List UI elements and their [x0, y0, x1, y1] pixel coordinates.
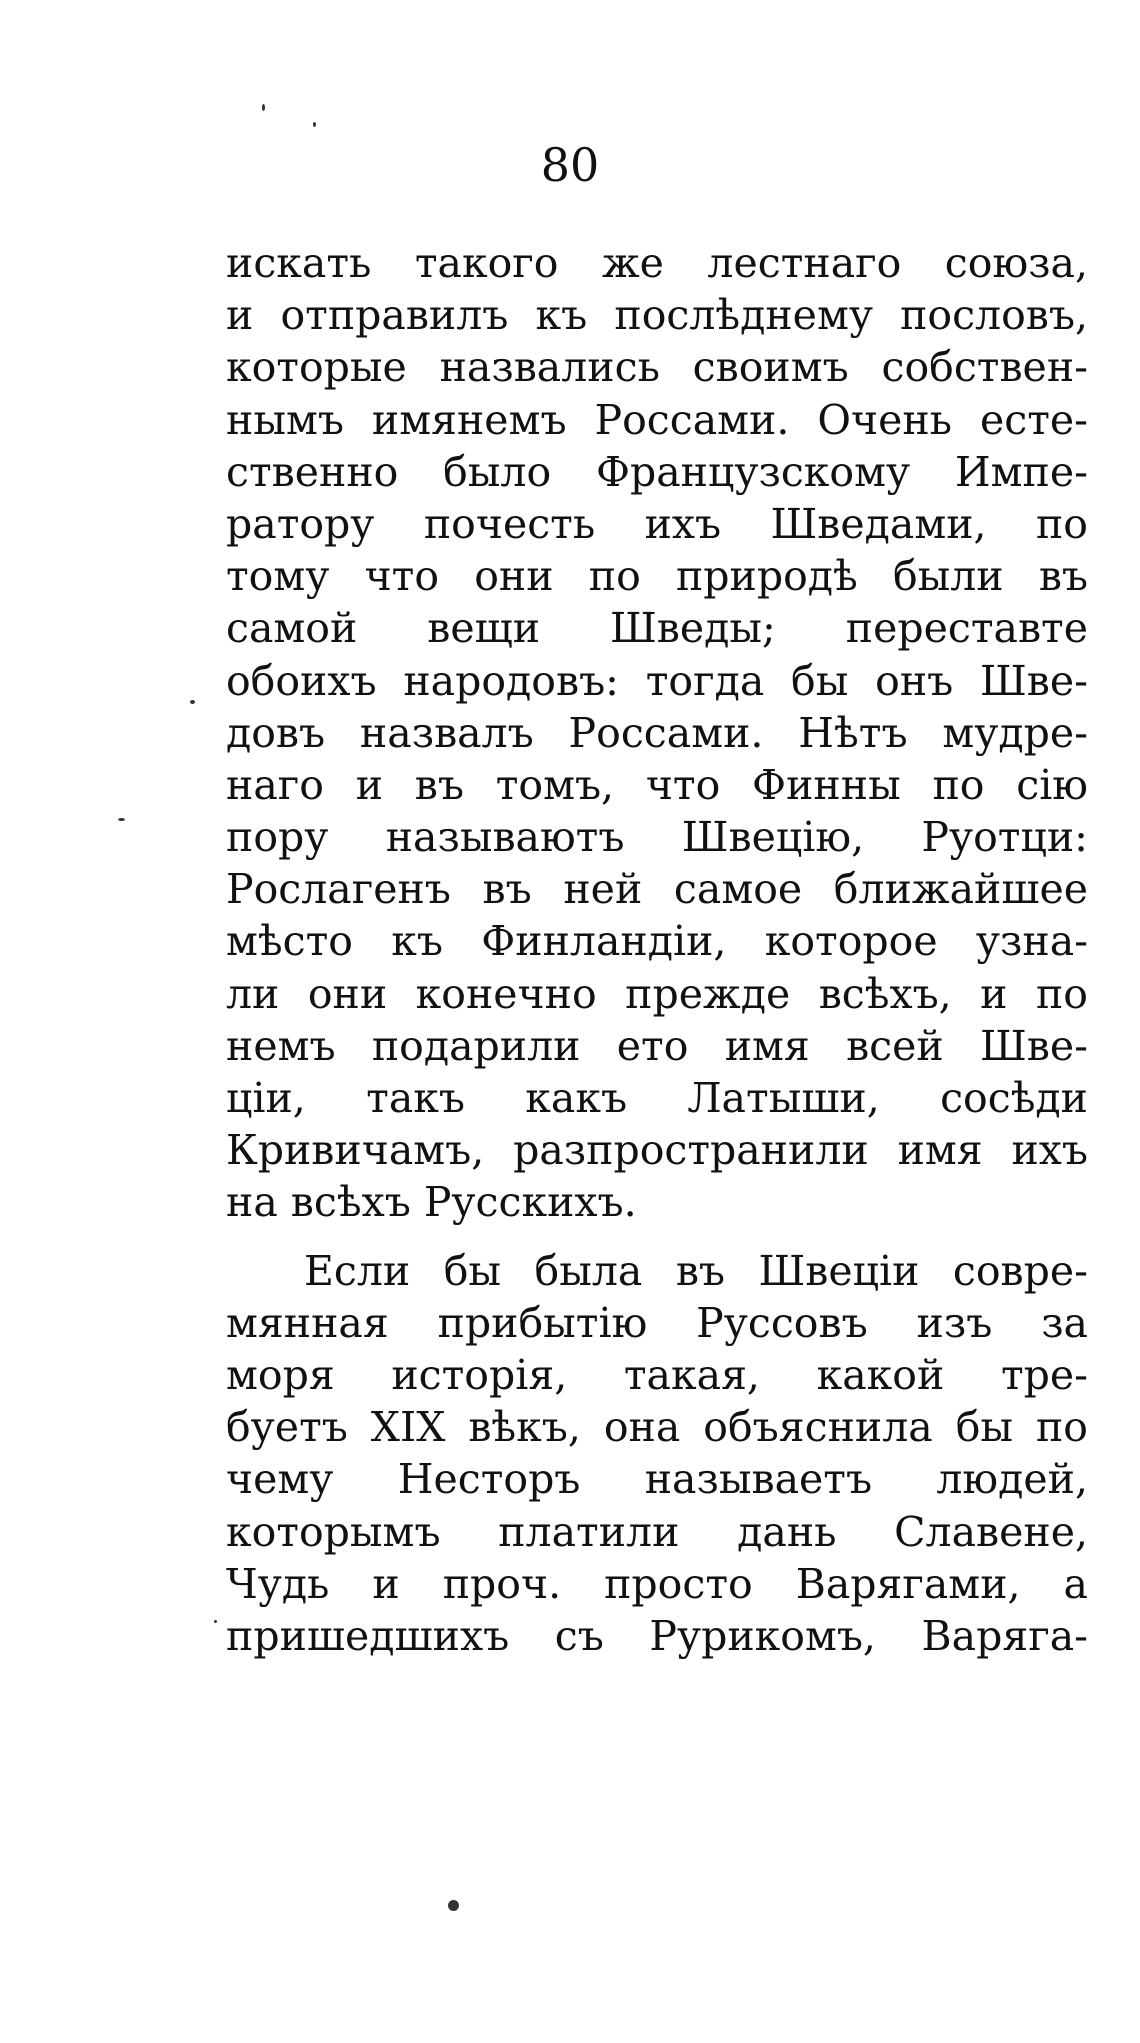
text-line: ціи, такъ какъ Латыши, сосѣди — [226, 1074, 1088, 1122]
text-line: моря исторія, такая, какой тре- — [226, 1350, 1088, 1399]
scan-speck — [448, 1900, 459, 1911]
text-line: Кривичамъ, разпространили имя ихъ — [226, 1126, 1088, 1175]
text-line: довъ назвалъ Россами. Нѣтъ мудре- — [226, 708, 1088, 757]
text-line: ли они конечно прежде всѣхъ, и по — [226, 969, 1088, 1018]
text-line: Если бы была въ Швеціи совре- — [304, 1246, 1088, 1295]
text-line: на всѣхъ Русскихъ. — [226, 1178, 637, 1227]
text-line: буетъ XIX вѣкъ, она объяснила бы по — [226, 1403, 1088, 1452]
text-line: самой вещи Шведы; переставте — [226, 604, 1088, 653]
text-line: Чудь и проч. просто Варягами, а — [226, 1559, 1088, 1608]
text-line: нымъ имянемъ Россами. Очень есте- — [226, 395, 1088, 444]
text-line: ратору почесть ихъ Шведами, по — [226, 499, 1088, 548]
scan-speck — [190, 700, 195, 704]
scan-speck — [118, 818, 125, 821]
text-line: пору называютъ Швецію, Руотци: — [226, 813, 1088, 862]
text-line: и отправилъ къ послѣднему пословъ, — [226, 291, 1088, 340]
scan-speck — [262, 104, 265, 111]
text-line: мянная прибытію Руссовъ изъ за — [226, 1298, 1088, 1347]
page-number: 80 — [540, 138, 600, 192]
body-text — [226, 237, 1088, 1662]
text-line: которымъ платили дань Славене, — [226, 1507, 1088, 1556]
text-line: искать такого же лестнаго союза, — [226, 239, 1088, 287]
text-line: ственно было Французскому Импе- — [226, 447, 1088, 496]
text-line: тому что они по природѣ были въ — [226, 552, 1088, 601]
text-line: Рослагенъ въ ней самое ближайшее — [226, 865, 1088, 914]
paragraph-gap — [226, 1229, 1088, 1245]
text-line: мѣсто къ Финландіи, которое узна- — [226, 917, 1088, 966]
scan-speck — [214, 1620, 217, 1623]
text-line: обоихъ народовъ: тогда бы онъ Шве- — [226, 656, 1088, 705]
text-line: которые назвались своимъ собствен- — [226, 343, 1088, 392]
text-line: наго и въ томъ, что Финны по сію — [226, 760, 1088, 809]
scan-speck — [313, 122, 316, 127]
text-line: пришедшихъ съ Рурикомъ, Варяга- — [226, 1611, 1088, 1660]
text-line: немъ подарили ето имя всей Шве- — [226, 1021, 1088, 1070]
text-line: чему Несторъ называетъ людей, — [226, 1455, 1088, 1504]
